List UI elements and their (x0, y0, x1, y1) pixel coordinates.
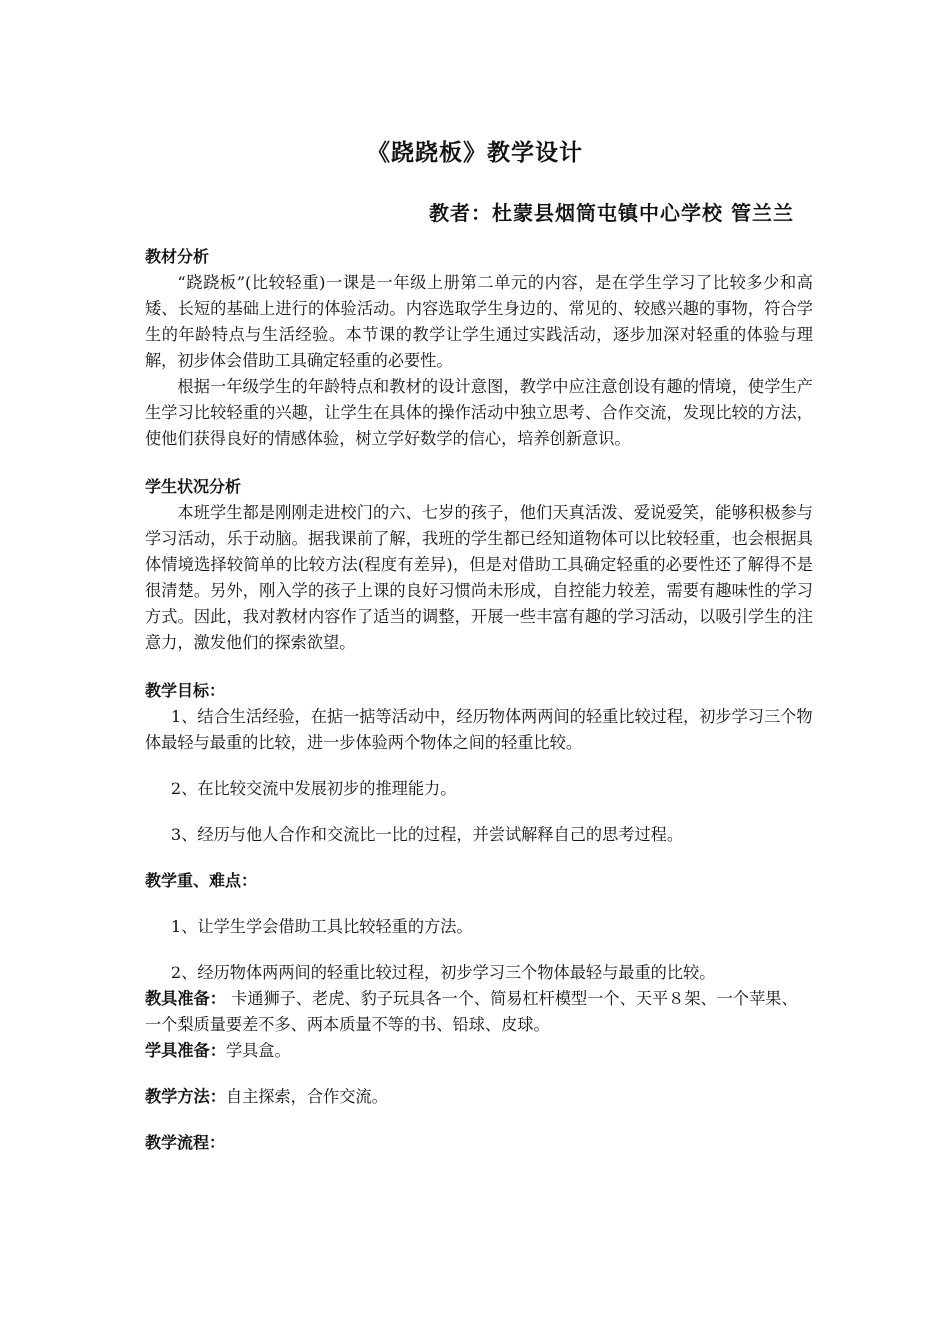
student-tools-label: 学具准备： (145, 1041, 226, 1060)
material-paragraph-1: “跷跷板”(比较轻重)一课是一年级上册第二单元的内容，是在学生学习了比较多少和高矮、长短的基础上进行的体验活动。内容选取学生身边的、常见的、较感兴趣的事物，符合学生的年龄特点与生活经验。本节课的教学让学生通过实践活动，逐步加深对轻重的体验与理解，初步体会借助工具确定轻重的必要性。 (145, 273, 813, 370)
tools-line (145, 986, 813, 1038)
method-label: 教学方法： (145, 1087, 226, 1106)
keypoint-item-2: 2、经历物体两两间的轻重比较过程，初步学习三个物体最轻与最重的比较。 (170, 963, 716, 982)
material-paragraph-2: 根据一年级学生的年龄特点和教材的设计意图，教学中应注意创设有趣的情境，使学生产生学习比较轻重的兴趣，让学生在具体的操作活动中独立思考、合作交流，发现比较的方法，使他们获得良好的情感体验，树立学好数学的信心，培养创新意识。 (145, 377, 813, 448)
goal-item-3: 3、经历与他人合作和交流比一比的过程，并尝试解释自己的思考过程。 (170, 825, 684, 844)
method-text: 自主探索，合作交流。 (225, 1087, 388, 1106)
goal-item-1: 1、结合生活经验，在掂一掂等活动中，经历物体两两间的轻重比较过程，初步学习三个物体最轻与最重的比较，进一步体验两个物体之间的轻重比较。 (145, 707, 813, 752)
student-tools-line (145, 1038, 813, 1064)
keypoint-item-1: 1、让学生学会借助工具比较轻重的方法。 (170, 917, 473, 936)
author-line: 教者：杜蒙县烟筒屯镇中心学校 管兰兰 (429, 201, 794, 225)
section-heading-keypoints: 教学重、难点： (145, 871, 258, 890)
section-heading-goals: 教学目标： (145, 681, 226, 700)
document-body (145, 244, 813, 1156)
student-tools-text: 学具盒。 (225, 1041, 291, 1060)
method-line (145, 1084, 813, 1110)
section-heading-material: 教材分析 (145, 247, 210, 266)
goal-item-2: 2、在比较交流中发展初步的推理能力。 (170, 779, 457, 798)
tools-label: 教具准备： (145, 989, 226, 1008)
document-title: 《跷跷板》教学设计 (367, 140, 583, 166)
section-heading-flow: 教学流程： (145, 1133, 226, 1152)
section-heading-students: 学生状况分析 (145, 477, 242, 496)
students-paragraph: 本班学生都是刚刚走进校门的六、七岁的孩子，他们天真活泼、爱说爱笑，能够积极参与学习活动，乐于动脑。据我课前了解，我班的学生都已经知道物体可以比较轻重，也会根据具体情境选择较简单的比较方法(程度有差异)，但是对借助工具确定轻重的必要性还了解得不是很清楚。另外，刚入学的孩子上课的良好习惯尚未形成，自控能力较差，需要有趣味性的学习方式。因此，我对教材内容作了适当的调整，开展一些丰富有趣的学习活动，以吸引学生的注意力，激发他们的探索欲望。 (145, 503, 813, 652)
tools-text: 卡通狮子、老虎、豹子玩具各一个、简易杠杆模型一个、天平８架、一个苹果、一个梨质量要差不多、两本质量不等的书、铅球、皮球。 (145, 989, 798, 1034)
